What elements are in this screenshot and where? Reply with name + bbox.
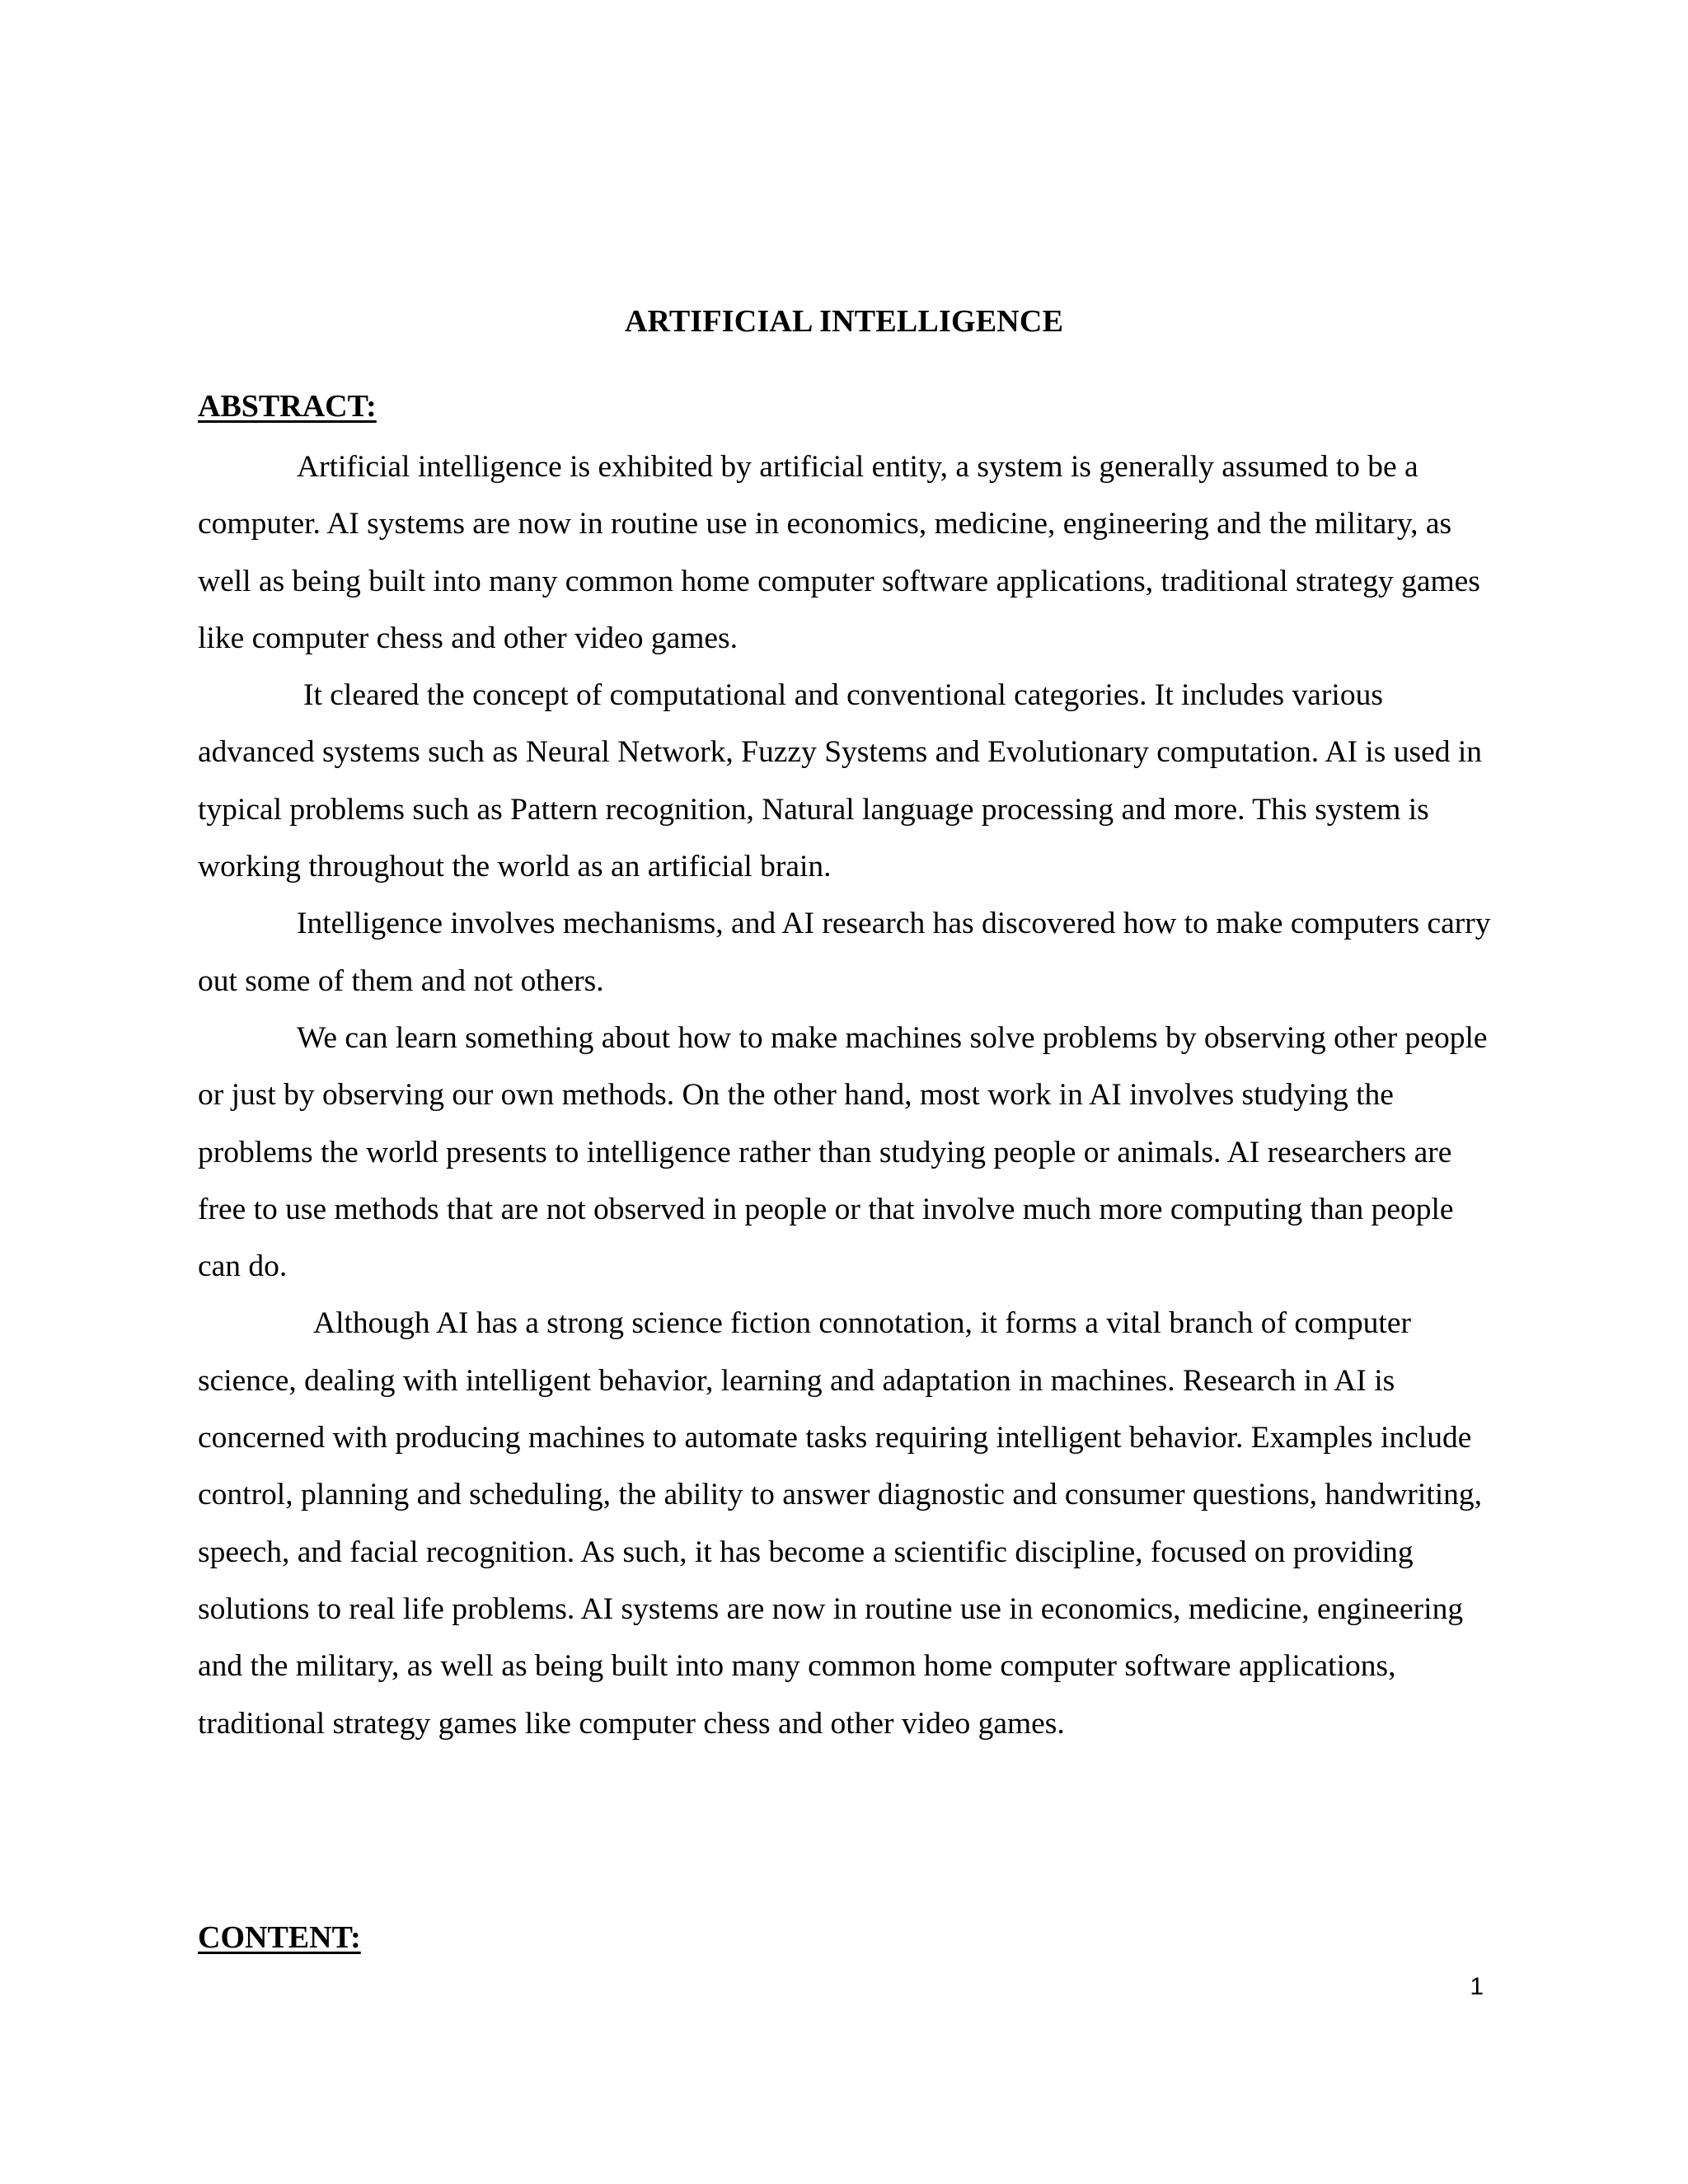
document-title: ARTIFICIAL INTELLIGENCE (624, 304, 1064, 339)
abstract-paragraph-1: Artificial intelligence is exhibited by artificial entity, a system is generally assumed to be a computer. AI systems are now in routine use in economics, medicine, engineering and the military, as well as being built into many common home computer software applications, traditional strategy games like computer chess and other video games. (198, 450, 1480, 655)
content-heading: CONTENT: (198, 1920, 361, 1955)
abstract-paragraph-3: Intelligence involves mechanisms, and AI research has discovered how to make computers carry out some of them and not others. (198, 907, 1491, 998)
abstract-paragraph-5: Although AI has a strong science fiction connotation, it forms a vital branch of computer science, dealing with intelligent behavior, learning and adaptation in machines. Research in AI is concerned with producing machines to automate tasks requiring intelligent behavior. Examples include control, planning and scheduling, the ability to answer diagnostic and consumer questions, handwriting, speech, and facial recognition. As such, it has become a scientific discipline, focused on providing solutions to real life problems. AI systems are now in routine use in economics, medicine, engineering and the military, as well as being built into many common home computer software applications, traditional strategy games like computer chess and other video games. (198, 1306, 1483, 1741)
page-number: 1 (1470, 1973, 1484, 2000)
abstract-body (198, 438, 1492, 1752)
abstract-paragraph-2: It cleared the concept of computational and conventional categories. It includes various advanced systems such as Neural Network, Fuzzy Systems and Evolutionary computation. AI is used in typical problems such as Pattern recognition, Natural language processing and more. This system is working throughout the world as an artificial brain. (198, 678, 1483, 884)
abstract-paragraph-4: We can learn something about how to make machines solve problems by observing other people or just by observing our own methods. On the other hand, most work in AI involves studying the problems the world presents to intelligence rather than studying people or animals. AI researchers are free to use methods that are not observed in people or that involve much more computing than people can do. (198, 1020, 1488, 1284)
abstract-heading: ABSTRACT: (198, 389, 377, 424)
